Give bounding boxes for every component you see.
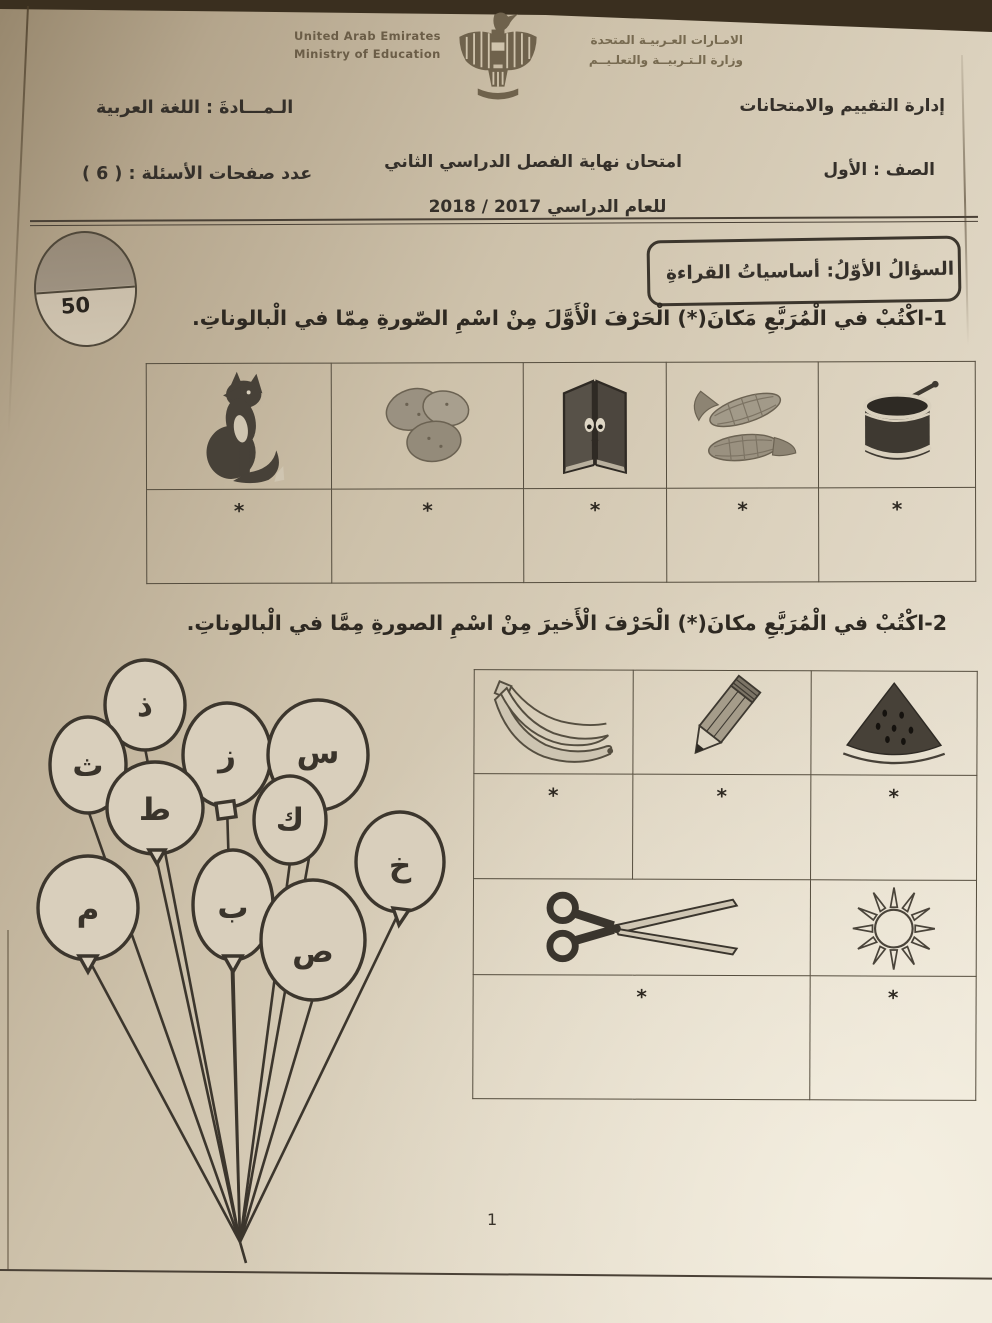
page-number: 1 (487, 1210, 498, 1229)
ministry-ar-line2: وزارة الـتـربيــة والتعلـيــم (588, 53, 743, 68)
pencil-image-cell (633, 670, 811, 775)
watermelon-image-cell (811, 671, 977, 776)
fox-image (189, 367, 289, 485)
academic-year: للعام الدراسي 2017 / 2018 (428, 197, 667, 217)
balloon-letter: خ (388, 848, 412, 884)
header-divider-line (30, 216, 978, 226)
balloon-letter: ذ (137, 688, 153, 724)
answer-cell: * (147, 489, 332, 583)
question-2-table (472, 669, 977, 1101)
bananas-image-cell (474, 670, 633, 775)
drum-image (849, 375, 944, 473)
sun-image (843, 881, 943, 975)
paper-left-edge-bottom (7, 930, 9, 1270)
balloon-letter: ط (138, 792, 172, 828)
answer-cell: * (633, 774, 811, 880)
answer-cell: * (810, 976, 976, 1101)
ministry-en-line2: Ministry of Education (294, 46, 441, 61)
answer-cell: * (474, 774, 633, 880)
corn-image (686, 379, 798, 471)
corn-image-cell (666, 362, 818, 488)
ministry-en-line1: United Arab Emirates (294, 29, 441, 43)
fox-image-cell (146, 363, 331, 489)
answer-cell: * (811, 775, 977, 881)
grade-label: الصف : الأول (823, 160, 935, 180)
total-marks-oval (30, 228, 141, 351)
question-1-image-row (146, 361, 975, 489)
scissors-image (534, 883, 749, 972)
balloon-knot (224, 956, 242, 972)
question-1-table (146, 361, 977, 584)
total-marks-value: 50 (60, 293, 91, 320)
balloon-letter: ك (275, 802, 305, 838)
potatoes-image (366, 378, 488, 474)
subject-label: الـمـــادةَ : اللغة العربية (96, 98, 294, 118)
answer-cell: * (473, 975, 810, 1100)
question-2-image-row-2 (473, 879, 976, 977)
balloon-letter: ث (72, 748, 104, 784)
question-2-text: 2-اكْتُبْ في الْمُرَبَّعِ مكانَ(*) الْحَرْفَ الْأَخيرَ مِنْ اسْمِ الصورةِ مِمَّا في الْبالوناتِ. (186, 611, 947, 635)
book-image (553, 372, 637, 478)
question-2-image-row-1 (474, 670, 977, 776)
ministry-name-english (294, 28, 459, 64)
question-1-answer-row (147, 487, 976, 583)
question-1-text: 1-اكْتُبْ في الْمُرَبَّعِ مَكانَ(*) الْحَرْفَ الْأَوَّلَ مِنْ اسْمِ الصّورةِ مِمّا في الْبالوناتِ. (191, 306, 947, 330)
department-title: إدارة التقييم والامتحانات (739, 96, 945, 116)
balloon-letter: ص (292, 934, 334, 970)
exam-title: امتحان نهاية الفصل الدراسي الثاني (384, 152, 682, 172)
balloon-letter: س (296, 735, 340, 771)
answer-cell: * (524, 488, 667, 582)
ministry-name-arabic (558, 30, 743, 71)
balloon-letter: ز (218, 738, 236, 774)
balloon-letter: م (76, 892, 100, 928)
book-image-cell (523, 362, 666, 488)
uae-falcon-emblem-icon (452, 10, 544, 108)
footer-line (0, 1269, 992, 1280)
answer-cell: * (332, 489, 524, 584)
section-title-box (647, 236, 962, 307)
bananas-image (483, 678, 623, 766)
balloon-knot (149, 850, 165, 864)
drum-image-cell (818, 361, 975, 487)
potatoes-image-cell (331, 363, 523, 490)
question-pages-count: عدد صفحات الأسئلة : ( 6 ) (82, 164, 313, 184)
pencil-image (668, 672, 776, 772)
scissors-image-cell (473, 879, 810, 976)
answer-cell: * (667, 488, 819, 582)
balloon-knot (216, 801, 236, 819)
ministry-ar-line1: الامـارات العـربيـة المتحدة (590, 33, 743, 47)
balloon-letter: ب (217, 890, 249, 926)
watermelon-image (833, 677, 955, 769)
question-2-answer-row-1 (474, 774, 977, 881)
answer-cell: * (819, 487, 976, 581)
paper-left-edge (7, 6, 29, 436)
balloons-drawing (15, 650, 460, 1270)
paper-right-edge (961, 55, 969, 345)
question-2-answer-row-2 (473, 975, 976, 1101)
section-title: السؤالُ الأوّلُ: أساسياتُ القراءةِ (665, 258, 955, 284)
sun-image-cell (810, 880, 976, 977)
